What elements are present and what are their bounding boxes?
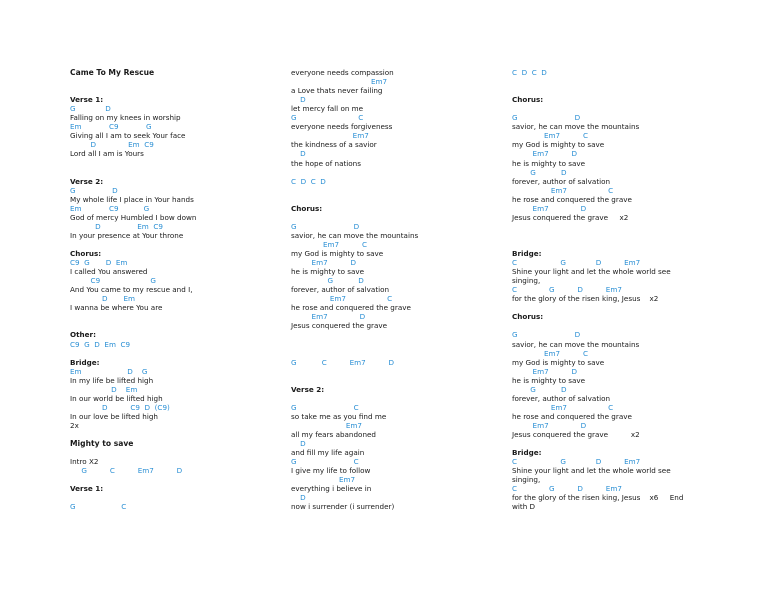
lyric-line: with D	[512, 502, 536, 512]
lyric-line: I wanna be where You are	[70, 303, 163, 313]
section-label: Chorus:	[70, 249, 102, 258]
lyric-line: In my life be lifted high	[70, 375, 154, 385]
chord-line: G C	[291, 113, 364, 123]
chord-line: G D	[512, 113, 581, 123]
section-label: Bridge:	[512, 249, 542, 258]
lyric-line: savior, he can move the mountains	[512, 339, 640, 349]
chord-line: G D	[70, 104, 111, 114]
lyric-line: In your presence at Your throne	[70, 230, 184, 240]
chord-line: C9 G D Em C9	[70, 339, 131, 349]
section-label: Bridge:	[70, 357, 100, 367]
lyric-line: he rose and conquered the grave	[512, 411, 632, 421]
chord-line: Em C9 G	[70, 203, 150, 213]
chord-line: Em C9 G	[70, 122, 152, 132]
lyric-line: singing,	[512, 475, 541, 485]
lyric-line: the kindness of a savior	[291, 140, 377, 150]
lyric-line: Shine your light and let the whole world see	[512, 267, 671, 277]
lyric-line: my God is mighty to save	[291, 249, 384, 258]
lyric-line: he is mighty to save	[512, 158, 586, 168]
chord-line: Em7 C	[291, 294, 393, 304]
chord-line: D Em	[70, 384, 138, 394]
lyric-line: my God is mighty to save	[512, 357, 605, 367]
lyric-line: Jesus conquered the grave	[291, 321, 388, 331]
lyric-line: he rose and conquered the grave	[291, 303, 411, 313]
chord-line: D Em C9	[70, 221, 163, 231]
lyric-line: I give my life to follow	[291, 466, 371, 476]
lyric-line: now i surrender (i surrender)	[291, 502, 395, 512]
chord-line: Em7 D	[512, 366, 578, 376]
lyric-line: forever, author of salvation	[512, 176, 611, 186]
chord-line: Em7	[291, 131, 369, 141]
lyric-line: In our world be lifted high	[70, 393, 163, 403]
song-title: Came To My Rescue	[70, 68, 155, 77]
chord-line: G D	[291, 276, 364, 286]
chord-line: G C	[291, 402, 359, 412]
section-label: Verse 1:	[70, 95, 104, 105]
chord-line: C9 G D Em	[70, 258, 128, 268]
lyric-line: everyone needs forgiveness	[291, 122, 393, 132]
lyric-line: singing,	[512, 276, 541, 286]
section-label: Chorus:	[291, 203, 323, 213]
chord-line: Em7 D	[291, 258, 357, 268]
chord-line: G D	[70, 185, 118, 195]
chord-line: C G D Em7	[512, 258, 641, 268]
lyric-line: Falling on my knees in worship	[70, 113, 181, 123]
lyric-line: for the glory of the risen king, Jesus x2	[512, 294, 659, 304]
lyric-line: Jesus conquered the grave x2	[512, 212, 629, 222]
lyric-line: my God is mighty to save	[512, 140, 605, 150]
chord-line: C9 G	[70, 276, 156, 286]
lyric-line: Lord all I am is Yours	[70, 149, 144, 159]
chord-line: Em7	[291, 420, 362, 430]
lyric-line: everyone needs compassion	[291, 68, 394, 77]
chord-line: D	[291, 95, 306, 105]
lyric-line: Giving all I am to seek Your face	[70, 131, 186, 141]
lyric-line: savior, he can move the mountains	[512, 122, 640, 132]
chord-line: Em7 D	[512, 420, 587, 430]
lyric-line: Shine your light and let the whole world see	[512, 466, 671, 476]
chord-line: G C	[291, 457, 359, 467]
chord-line: C D C D	[512, 68, 547, 77]
chord-line: C G D Em7	[512, 484, 622, 494]
chord-line: G D	[512, 384, 567, 394]
chord-line: G D	[512, 330, 581, 340]
lyric-line: 2x	[70, 420, 79, 430]
lyric-line: In our love be lifted high	[70, 411, 158, 421]
chord-line: G D	[291, 221, 360, 231]
chord-line: Em7 D	[512, 203, 587, 213]
chord-line: Em7 D	[512, 149, 578, 159]
section-label: Verse 1:	[70, 484, 104, 494]
chord-line: C G D Em7	[512, 285, 622, 295]
lyric-line: And You came to my rescue and I,	[70, 285, 193, 295]
chord-line: D Em	[70, 294, 136, 304]
lyric-line: for the glory of the risen king, Jesus x6 End	[512, 493, 684, 503]
lyric-line: Intro X2	[70, 457, 99, 467]
chord-line: G C Em7 D	[291, 357, 395, 367]
lyric-line: I called You answered	[70, 267, 148, 277]
lyric-line: so take me as you find me	[291, 411, 387, 421]
chord-line: G C	[70, 502, 127, 512]
lyric-line: the hope of nations	[291, 158, 361, 168]
lyric-line: he is mighty to save	[512, 375, 586, 385]
section-label: Chorus:	[512, 95, 544, 105]
chord-line: Em7 D	[291, 312, 366, 322]
lyric-line: he is mighty to save	[291, 267, 365, 277]
chord-line: D	[291, 439, 306, 449]
chord-line: D C9 D (C9)	[70, 402, 170, 412]
chord-line: D	[291, 493, 306, 503]
lyric-line: everything i believe in	[291, 484, 372, 494]
chord-line: Em7 C	[512, 131, 588, 141]
chord-line: Em7	[291, 77, 388, 87]
lyric-line: My whole life I place in Your hands	[70, 194, 194, 204]
lyric-line: and fill my life again	[291, 448, 365, 458]
section-label: Verse 2:	[291, 384, 325, 394]
lyric-line: let mercy fall on me	[291, 104, 364, 114]
chord-line: D Em C9	[70, 140, 154, 150]
chord-line: Em7 C	[512, 402, 614, 412]
chord-line: G D	[512, 167, 567, 177]
chord-line: D	[291, 149, 306, 159]
chord-line: G C Em7 D	[70, 466, 183, 476]
section-label: Bridge:	[512, 448, 542, 458]
section-label: Other:	[70, 330, 96, 340]
lyric-line: forever, author of salvation	[291, 285, 390, 295]
lyric-line: all my fears abandoned	[291, 430, 376, 439]
chord-line: Em7 C	[291, 239, 367, 249]
chord-line: Em7 C	[512, 185, 614, 195]
song-title: Mighty to save	[70, 439, 134, 449]
chord-line: Em7	[291, 475, 356, 485]
chord-line: C D C D	[291, 176, 326, 186]
lyric-line: God of mercy Humbled I bow down	[70, 212, 197, 222]
lyric-line: forever, author of salvation	[512, 393, 611, 403]
section-label: Chorus:	[512, 312, 544, 322]
lyric-line: Jesus conquered the grave x2	[512, 430, 640, 439]
lyric-line: a Love thats never failing	[291, 86, 383, 96]
chord-line: Em7 C	[512, 348, 588, 358]
chord-line: C G D Em7	[512, 457, 641, 467]
section-label: Verse 2:	[70, 176, 104, 186]
lyric-line: savior, he can move the mountains	[291, 230, 419, 240]
chord-line: Em D G	[70, 366, 148, 376]
lyric-line: he rose and conquered the grave	[512, 194, 632, 204]
